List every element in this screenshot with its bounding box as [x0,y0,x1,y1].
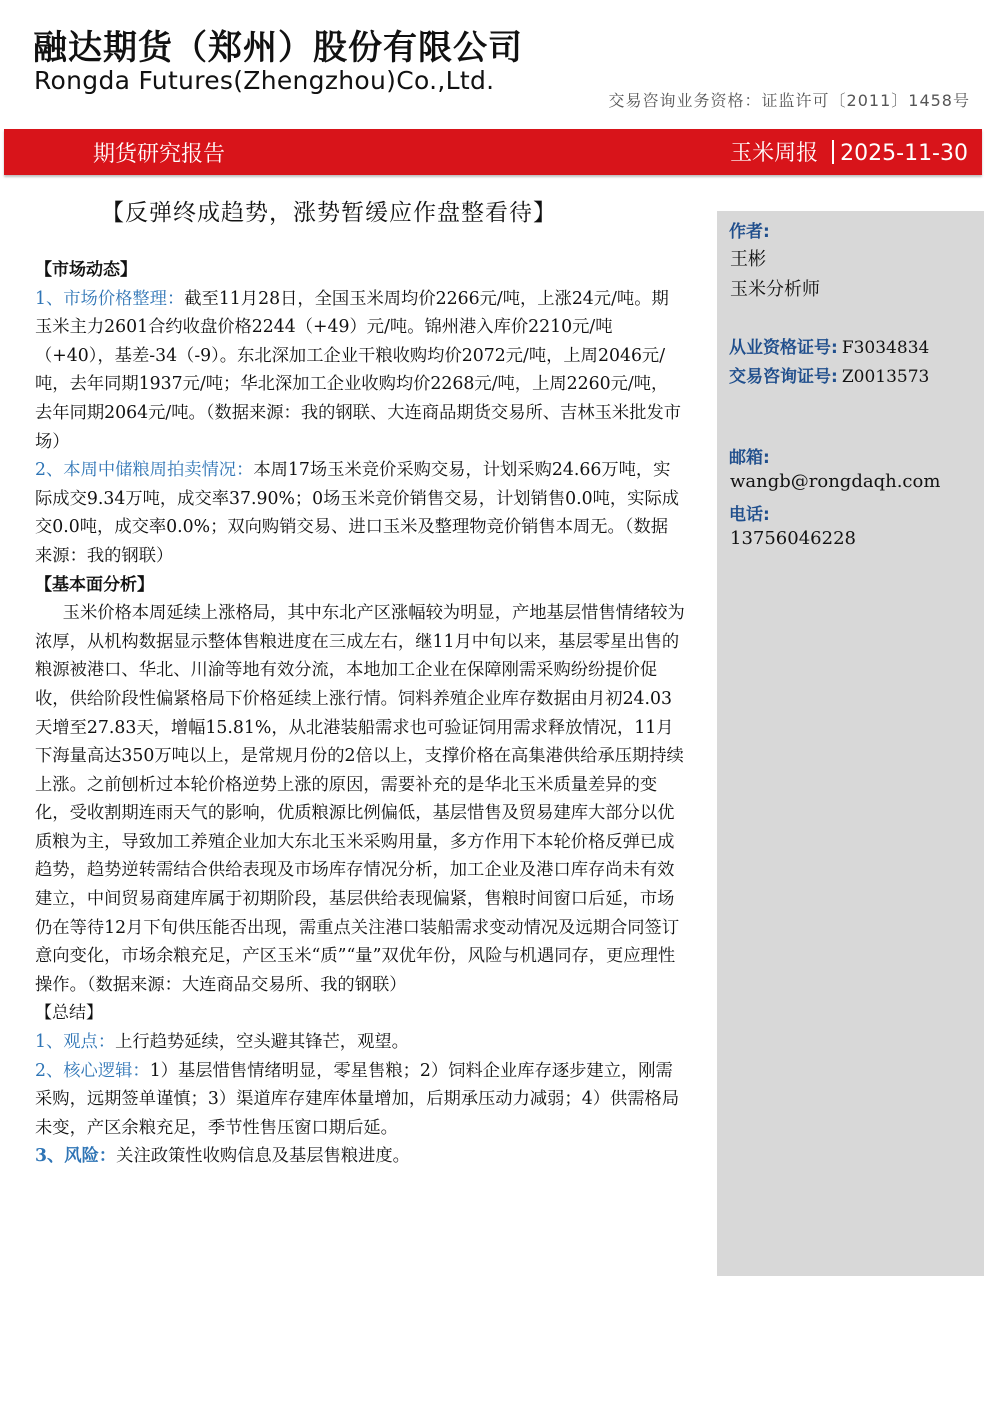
advisory-row [729,362,929,387]
market-item-2 [35,456,685,570]
phone-value: 13756046228 [730,528,856,549]
summary-item-1 [35,1028,685,1057]
summary-item-3 [35,1142,685,1171]
market-heading: 【市场动态】 [35,260,137,280]
summary-item-1-text: 上行趋势延续，空头避其锋芒，观望。 [115,1032,409,1053]
summary-item-2-text: 1）基层惜售情绪明显，零星售粮；2）饲料企业库存逐步建立，刚需采购，远期签单谨慎；3）渠道库存建库体量增加，后期承压动力减弱；4）供需格局未变，产区余粮充足，季节性售压窗口期后延。 [35,1060,680,1138]
report-body [35,256,685,1171]
company-name-en: Rongda Futures(Zhengzhou)Co.,Ltd. [34,66,495,95]
report-date: 2025-11-30 [840,141,968,166]
phone-label: 电话: [729,505,770,525]
summary-item-2 [35,1057,685,1143]
market-item-2-lead: 2、本周中储粮周拍卖情况： [35,460,254,481]
author-name: 王彬 [730,249,766,270]
banner-divider [832,140,834,164]
market-item-2-text: 本周17场玉米竞价采购交易，计划采购24.66万吨，实际成交9.34万吨，成交率37.90%；0场玉米竞价销售交易，计划销售0.0吨，实际成交0.0吨，成交率0.0%；双向购销交易、进口玉米及整理物竞价销售本周无。（数据来源：我的钢联） [35,460,680,566]
author-label: 作者: [729,222,770,242]
market-item-1 [35,285,685,457]
company-name-cn: 融达期货（郑州）股份有限公司 [33,28,523,68]
cert-row [729,333,929,358]
fundamental-text: 玉米价格本周延续上涨格局，其中东北产区涨幅较为明显，产地基层惜售情绪较为浓厚，从机构数据显示整体售粮进度在三成左右，继11月中旬以来，基层零星出售的粮源被港口、华北、川渝等地有效分流，本地加工企业在保障刚需采购纷纷提价促收，供给阶段性偏紧格局下价格延续上涨行情。饲料养殖企业库存数据由月初24.03天增至27.83天，增幅15.81%，从北港装船需求也可验证饲用需求释放情况，11月下海量高达350万吨以上，是常规月份的2倍以上，支撑价格在高集港供给承压期持续上涨。之前刨析过本轮价格逆势上涨的原因，需要补充的是华北玉米质量差异的变化，受收割期连雨天气的影响，优质粮源比例偏低，基层惜售及贸易建库大部分以优质粮为主，导致加工养殖企业加大东北玉米采购用量，多方作用下本轮价格反弹已成趋势，趋势逆转需结合供给表现及市场库存情况分析，加工企业及港口库存尚未有效建立，中间贸易商建库属于初期阶段，基层供给表现偏紧，售粮时间窗口后延，市场仍在等待12月下旬供压能否出现，需重点关注港口装船需求变动情况及远期合同签订意向变化，市场余粮充足，产区玉米“质”“量”双优年份，风险与机遇同存，更应理性操作。（数据来源：大连商品交易所、我的钢联） [35,603,685,995]
advisory-value: Z0013573 [841,367,930,387]
report-banner [4,129,982,175]
cert-value: F3034834 [841,338,930,358]
banner-right [730,136,968,167]
summary-item-3-text: 关注政策性收购信息及基层售粮进度。 [116,1146,410,1167]
advisory-label: 交易咨询证号: [729,367,838,387]
email-label: 邮箱: [729,448,770,468]
report-title: 【反弹终成趋势，涨势暂缓应作盘整看待】 [101,200,557,226]
fundamental-heading: 【基本面分析】 [35,574,154,595]
author-title: 玉米分析师 [730,279,820,300]
market-item-1-text: 截至11月28日，全国玉米周均价2266元/吨，上涨24元/吨。期玉米主力2601合约收盘价格2244（+49）元/吨。锦州港入库价2210元/吨（+40），基差-34（-9）。东北深加工企业干粮收购均价2072元/吨，上周2046元/吨，去年同期1937元/吨；华北深加工企业收购均价2268元/吨，上周2260元/吨，去年同期2064元/吨。（数据来源：我的钢联、大连商品期货交易所、吉林玉米批发市场） [35,288,682,452]
summary-item-1-lead: 1、观点： [35,1032,116,1053]
summary-heading: 【总结】 [35,1003,103,1024]
market-item-1-lead: 1、市场价格整理： [35,288,185,309]
qualification-text: 交易咨询业务资格：证监许可〔2011〕1458号 [608,91,970,110]
report-type: 期货研究报告 [93,142,226,167]
author-sidebar [717,211,984,1276]
email-value: wangb@rongdaqh.com [730,471,941,492]
summary-item-3-lead: 3、风险： [35,1146,117,1167]
report-name: 玉米周报 [730,141,819,166]
summary-item-2-lead: 2、核心逻辑： [35,1060,150,1081]
cert-label: 从业资格证号: [729,338,838,358]
